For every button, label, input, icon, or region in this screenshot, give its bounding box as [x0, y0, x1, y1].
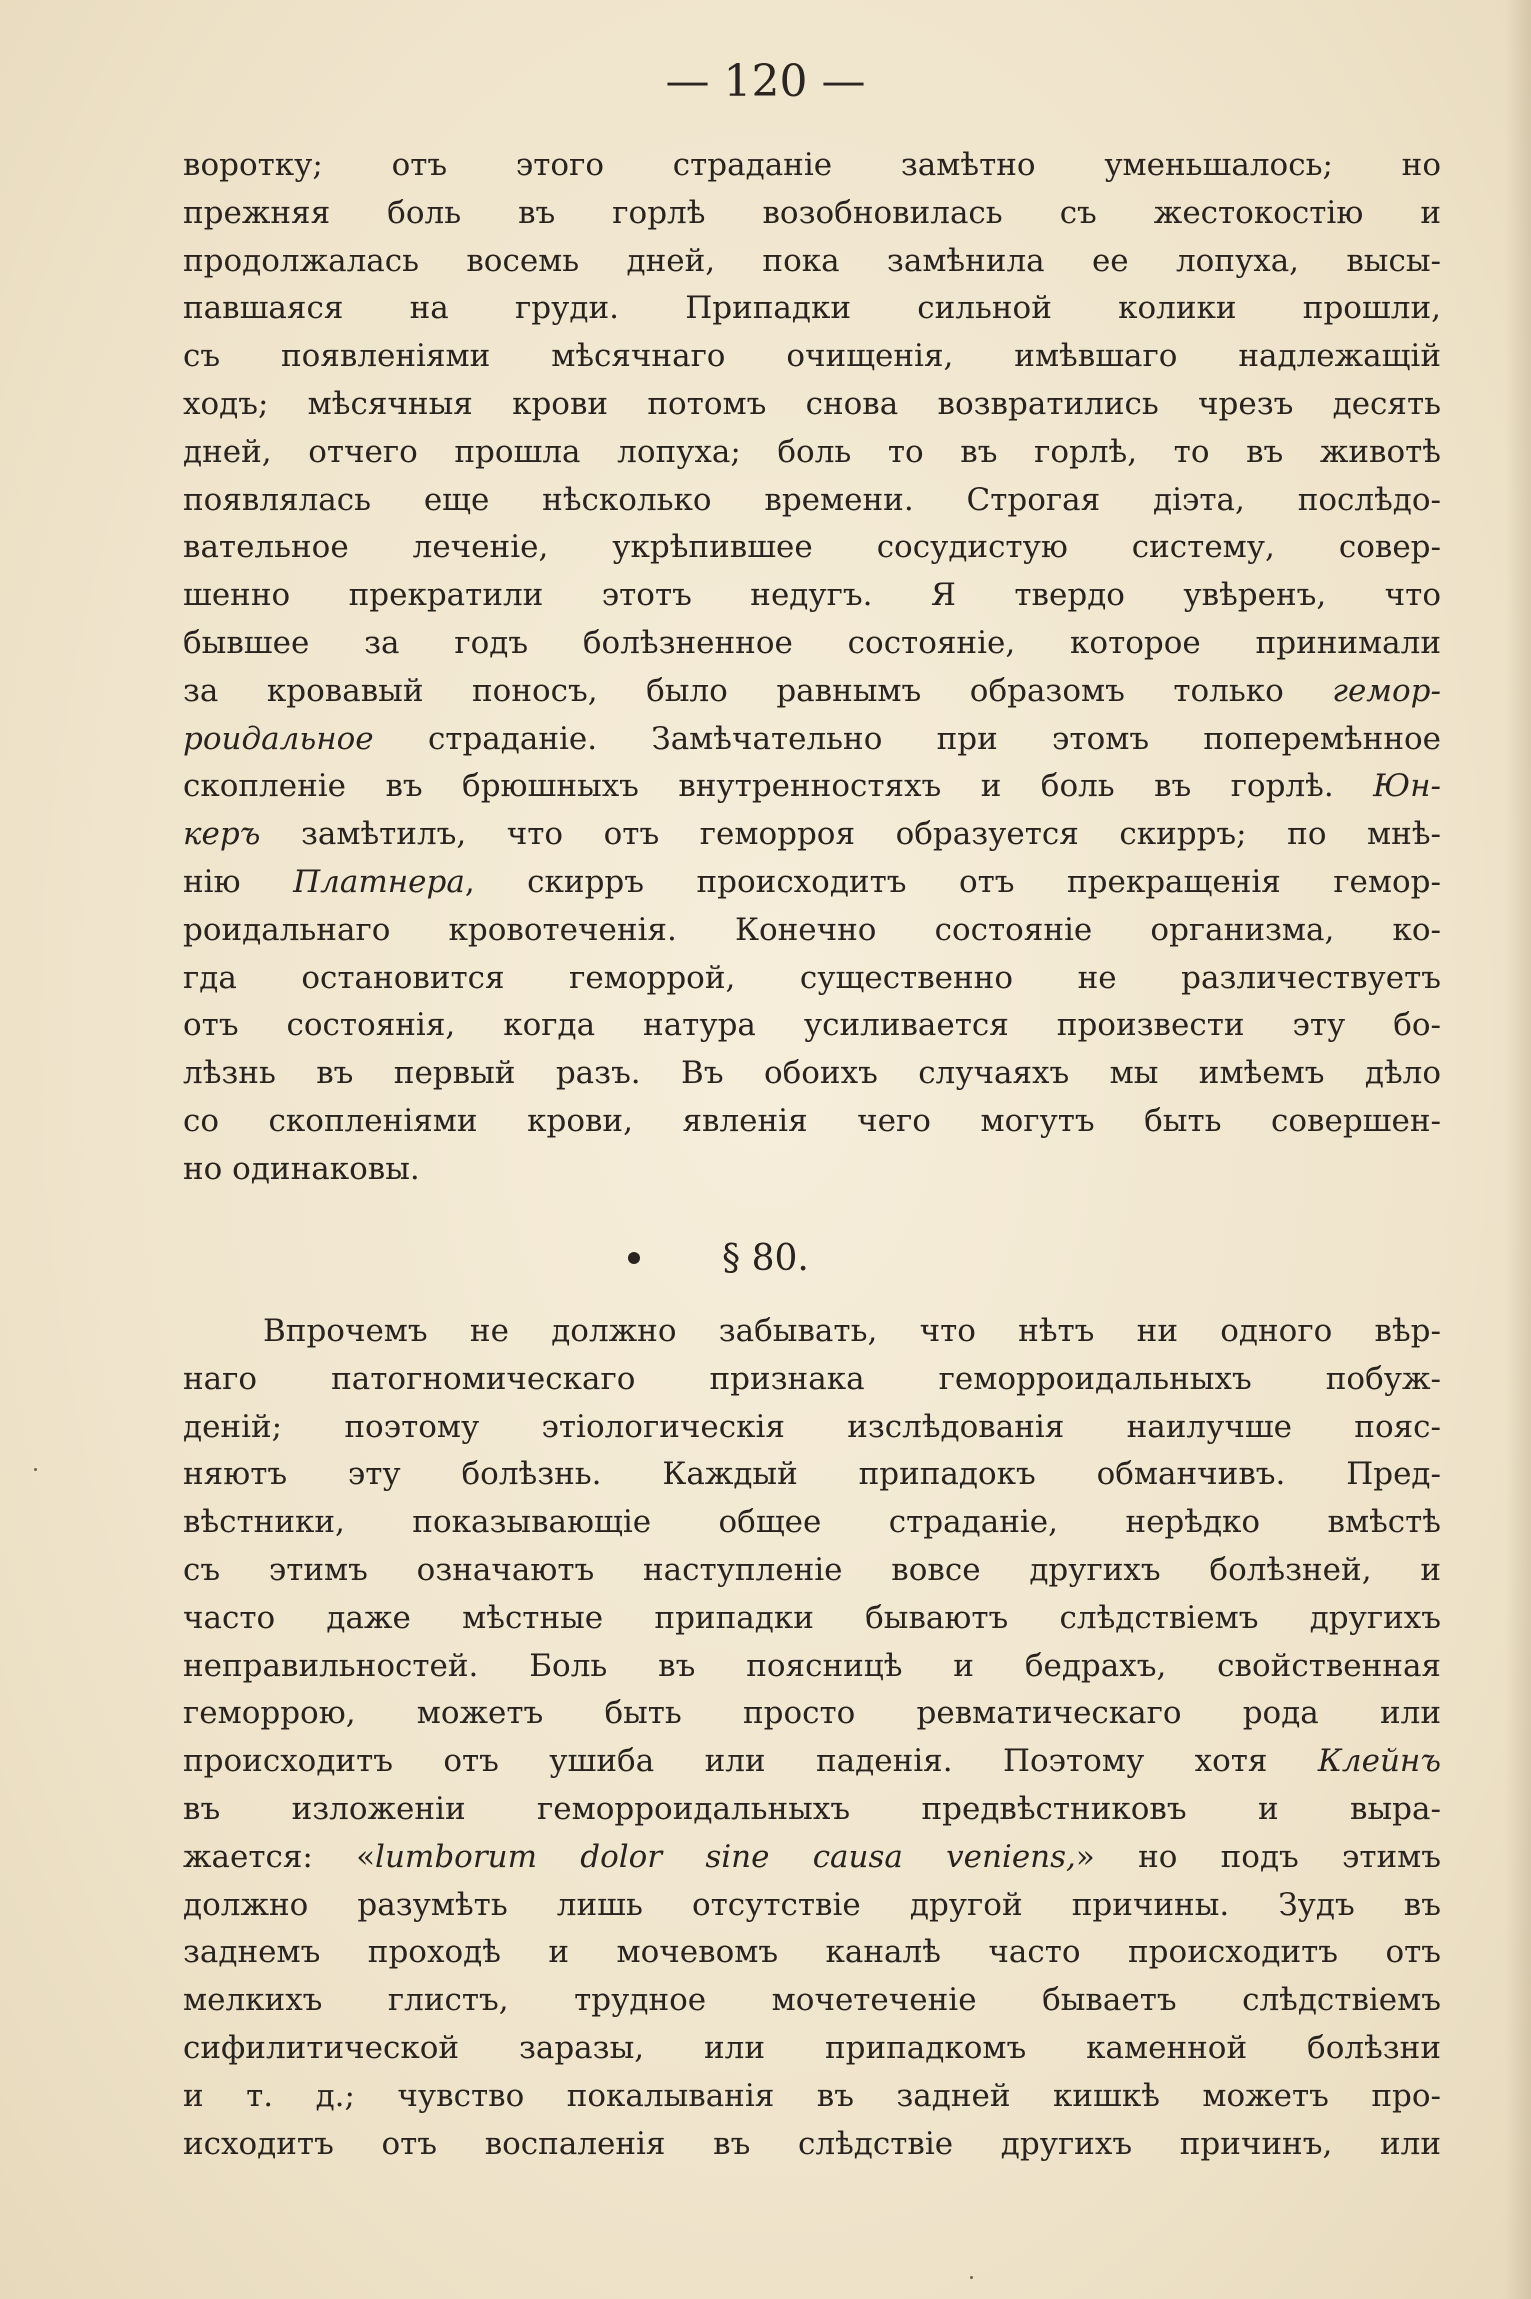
text-line: наго патогномическаго признака геморроидальныхъ побуж- — [183, 1360, 1441, 1397]
text-line: павшаяся на груди. Припадки сильной колики прошли, — [183, 290, 1441, 327]
page-number: — 120 — — [665, 56, 866, 107]
paragraph-section-80 — [183, 1308, 1441, 2168]
text-line — [183, 1834, 1441, 1882]
text-segment: страданіе. Замѣчательно при этомъ поперемѣнное — [427, 720, 1441, 757]
text-line: прежняя боль въ горлѣ возобновилась съ жестокостію и — [183, 194, 1441, 231]
text-line: съ появленіями мѣсячнаго очищенія, имѣвшаго надлежащій — [183, 338, 1441, 375]
text-line — [183, 763, 1441, 811]
text-line: мелкихъ глистъ, трудное мочетеченіе бываетъ слѣдствіемъ — [183, 1982, 1441, 2019]
section-heading: § 80. — [722, 1238, 809, 1279]
italic-name: Платнера — [293, 863, 465, 900]
text-line — [183, 1738, 1441, 1786]
text-line: геморрою, можетъ быть просто ревматическаго рода или — [183, 1695, 1441, 1732]
paper-speck — [970, 2276, 973, 2279]
text-segment: нію — [183, 863, 241, 900]
text-line: продолжалась восемь дней, пока замѣнила ее лопуха, высы- — [183, 242, 1441, 279]
text-segment: происходитъ отъ ушиба или паденія. Поэтому хотя — [183, 1743, 1268, 1780]
text-segment: за кровавый поносъ, было равнымъ образомъ только — [183, 672, 1284, 709]
text-line: должно разумѣть лишь отсутствіе другой причины. Зудъ въ — [183, 1886, 1441, 1923]
text-line: съ этимъ означаютъ наступленіе вовсе другихъ болѣзней, и — [183, 1551, 1441, 1588]
text-segment: жается: « — [183, 1838, 376, 1875]
text-line: Впрочемъ не должно забывать, что нѣтъ ни одного вѣр- — [263, 1313, 1441, 1349]
text-line — [183, 859, 1441, 907]
text-line: часто даже мѣстные припадки бываютъ слѣдствіемъ другихъ — [183, 1599, 1441, 1636]
italic-term: роидальное — [183, 720, 374, 757]
text-line: въ изложеніи геморроидальныхъ предвѣстниковъ и выра- — [183, 1790, 1441, 1827]
text-line: дней, отчего прошла лопуха; боль то въ горлѣ, то въ животѣ — [183, 433, 1441, 470]
text-line: бывшее за годъ болѣзненное состояніе, которое принимали — [183, 624, 1441, 661]
text-line: отъ состоянія, когда натура усиливается произвести эту бо- — [183, 1007, 1441, 1044]
text-line: вѣстники, показывающіе общее страданіе, нерѣдко вмѣстѣ — [183, 1504, 1441, 1541]
italic-name: керъ — [183, 816, 261, 853]
text-line: лѣзнь въ первый разъ. Въ обоихъ случаяхъ мы имѣемъ дѣло — [183, 1055, 1441, 1092]
text-line: исходитъ отъ воспаленія въ слѣдствіе другихъ причинъ, или — [183, 2125, 1441, 2162]
italic-term: гемор- — [1332, 672, 1441, 709]
text-segment: скопленіе въ брюшныхъ внутренностяхъ и боль въ горлѣ. — [183, 768, 1334, 805]
text-line: гда остановится геморрой, существенно не различествуетъ — [183, 959, 1441, 996]
latin-quote: lumborum dolor sine causa veniens, — [375, 1838, 1076, 1875]
text-line: и т. д.; чувство покалыванія въ задней кишкѣ можетъ про- — [183, 2077, 1441, 2114]
text-line: ходъ; мѣсячныя крови потомъ снова возвратились чрезъ десять — [183, 385, 1441, 422]
text-line — [183, 811, 1441, 859]
text-line: шенно прекратили этотъ недугъ. Я твердо увѣренъ, что — [183, 577, 1441, 614]
italic-name: Юн- — [1373, 768, 1441, 805]
text-line: заднемъ проходѣ и мочевомъ каналѣ часто происходитъ отъ — [183, 1934, 1441, 1971]
paragraph-continuation — [183, 142, 1441, 1194]
text-line: деній; поэтому этіологическія изслѣдованія наилучше пояс- — [183, 1408, 1441, 1445]
page-spine-shadow — [1505, 0, 1531, 2299]
text-line: неправильностей. Боль въ поясницѣ и бедрахъ, свойственная — [183, 1647, 1441, 1684]
text-line: няютъ эту болѣзнь. Каждый припадокъ обманчивъ. Пред- — [183, 1456, 1441, 1493]
text-line: сифилитической заразы, или припадкомъ каменной болѣзни — [183, 2029, 1441, 2066]
italic-name: Клейнъ — [1317, 1743, 1441, 1780]
paper-speck — [34, 1468, 37, 1471]
text-line: появлялась еще нѣсколько времени. Строгая діэта, послѣдо- — [183, 481, 1441, 518]
text-line: вательное леченіе, укрѣпившее сосудистую систему, совер- — [183, 529, 1441, 566]
text-line: со скопленіями крови, явленія чего могутъ быть совершен- — [183, 1102, 1441, 1139]
text-line: воротку; отъ этого страданіе замѣтно уменьшалось; но — [183, 147, 1441, 183]
text-segment: » но подъ этимъ — [1075, 1838, 1441, 1875]
text-line — [183, 716, 1441, 764]
text-segment: замѣтилъ, что отъ геморроя образуется скирръ; по мнѣ- — [300, 816, 1441, 853]
text-segment: , скирръ происходитъ отъ прекращенія гемор- — [464, 863, 1441, 900]
text-line: роидальнаго кровотеченія. Конечно состояніе организма, ко- — [183, 911, 1441, 948]
text-line: но одинаковы. — [183, 1150, 420, 1187]
text-line — [183, 668, 1441, 716]
